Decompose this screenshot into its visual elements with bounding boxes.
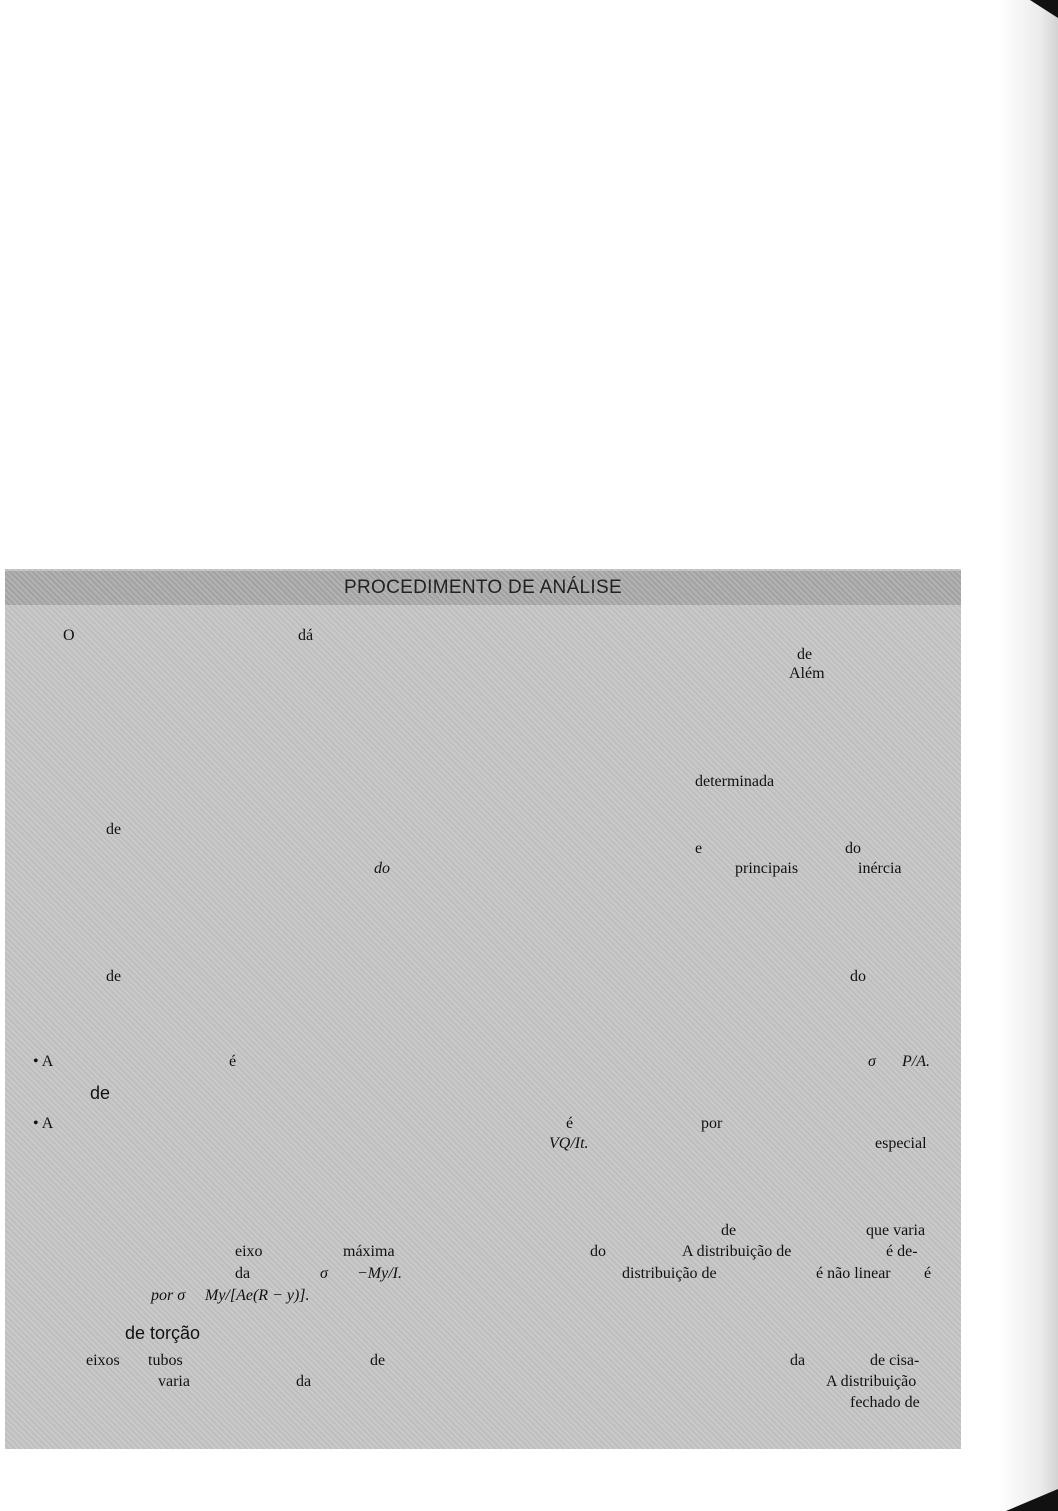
text-fragment: que varia xyxy=(866,1222,926,1239)
text-fragment: VQ/It. xyxy=(549,1135,589,1152)
page-corner-bottom xyxy=(1006,1489,1058,1511)
bullet-item: • A xyxy=(33,1115,54,1132)
text-fragment: de cisa- xyxy=(870,1352,920,1369)
section-heading: de xyxy=(90,1083,111,1103)
text-fragment: −My/I. xyxy=(357,1265,402,1282)
text-fragment: de xyxy=(106,968,122,985)
text-fragment: de xyxy=(721,1222,737,1239)
text-fragment: por xyxy=(701,1115,723,1132)
text-fragment: de xyxy=(106,821,122,838)
text-fragment: A distribuição de xyxy=(682,1243,792,1260)
text-fragment: máxima xyxy=(343,1243,395,1260)
text-fragment: do xyxy=(374,860,390,877)
text-fragment: P/A. xyxy=(902,1053,930,1070)
text-fragment: é xyxy=(924,1265,932,1282)
text-fragment: por σ xyxy=(151,1287,186,1304)
text-fragment: e xyxy=(695,840,703,857)
page-corner-top xyxy=(1030,0,1058,18)
text-fragment: da xyxy=(296,1373,312,1390)
text-fragment: Além xyxy=(789,665,825,682)
bullet-item: • A xyxy=(33,1053,54,1070)
text-fragment: tubos xyxy=(148,1352,183,1369)
text-fragment: varia xyxy=(158,1373,190,1390)
text-fragment: dá xyxy=(298,627,314,644)
text-fragment: da xyxy=(790,1352,806,1369)
text-fragment: inércia xyxy=(858,860,902,877)
text-fragment: de xyxy=(370,1352,386,1369)
page-edge-shadow xyxy=(998,0,1058,1511)
text-fragment: é xyxy=(566,1115,574,1132)
text-fragment: determinada xyxy=(695,773,775,790)
text-fragment: do xyxy=(845,840,861,857)
text-fragment: My/[Ae(R − y)]. xyxy=(205,1287,310,1304)
text-fragment: σ xyxy=(868,1053,876,1070)
text-fragment: distribuição de xyxy=(622,1265,717,1282)
text-fragment: eixo xyxy=(235,1243,263,1260)
text-fragment: é não linear xyxy=(816,1265,891,1282)
text-fragment: da xyxy=(235,1265,251,1282)
text-fragment: principais xyxy=(735,860,799,877)
procedure-panel xyxy=(5,569,961,1449)
text-fragment: fechado de xyxy=(850,1394,920,1411)
text-fragment: é xyxy=(229,1053,237,1070)
text-fragment: σ xyxy=(320,1265,328,1282)
text-fragment: especial xyxy=(875,1135,927,1152)
text-fragment: A distribuição xyxy=(826,1373,917,1390)
panel-header-title: PROCEDIMENTO DE ANÁLISE xyxy=(5,571,961,605)
text-fragment: O xyxy=(63,627,75,644)
text-fragment: é de- xyxy=(886,1243,918,1260)
text-fragment: de xyxy=(797,646,813,663)
text-fragment: eixos xyxy=(86,1352,120,1369)
section-heading: de torção xyxy=(125,1323,201,1343)
text-fragment: do xyxy=(850,968,866,985)
text-fragment: do xyxy=(590,1243,606,1260)
